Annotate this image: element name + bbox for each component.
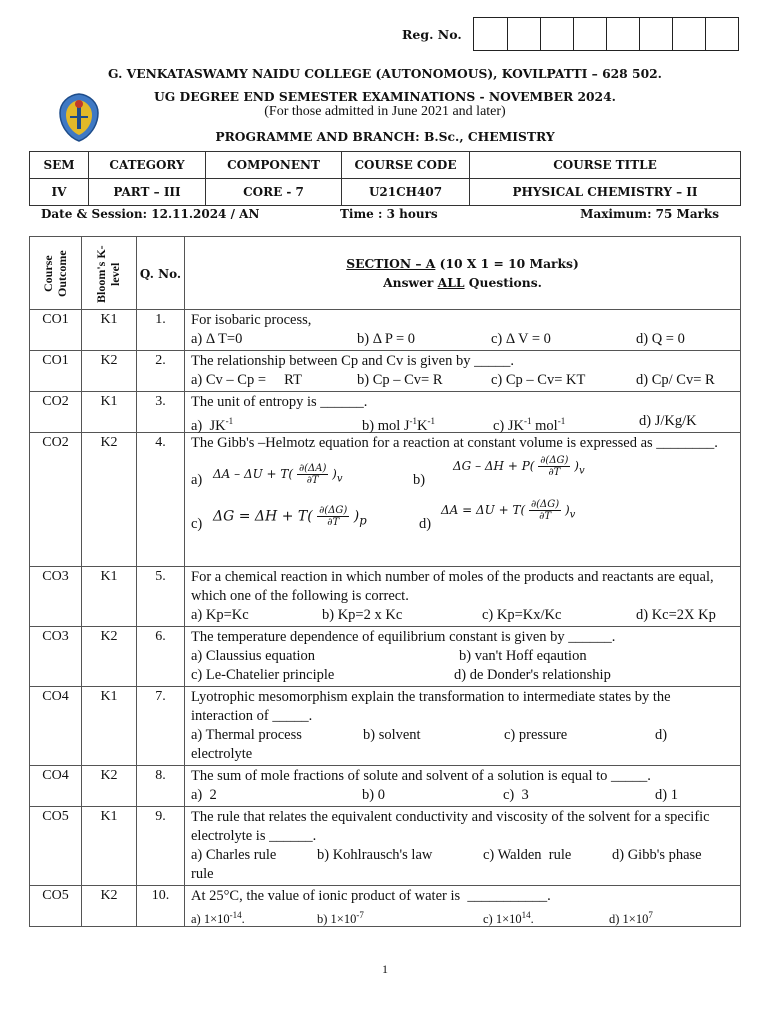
questions-table xyxy=(29,236,741,927)
option-d-continued: electrolyte xyxy=(191,746,253,762)
question-number: 9. xyxy=(137,807,185,886)
option-a: a) Claussius equation xyxy=(191,648,316,664)
reg-no-label: Reg. No. xyxy=(402,26,462,42)
question-row xyxy=(30,687,741,766)
course-outcome: CO4 xyxy=(30,766,82,807)
question-row xyxy=(30,766,741,807)
info-value: PHYSICAL CHEMISTRY – II xyxy=(470,179,741,206)
option-c: c) $JK^{-1}$ mol$^{-1}$ xyxy=(493,416,566,434)
option-d: d) de Donder's relationship xyxy=(454,667,611,683)
question-number: 7. xyxy=(137,687,185,766)
option-d: d) xyxy=(419,516,432,532)
equation-c: ΔG = ΔH + T( $\frac{\partial(\Delta G)}{\partial T}$ )$_p$ xyxy=(213,505,367,528)
question-content xyxy=(185,687,741,766)
question-text: The unit of entropy is ______. xyxy=(191,394,368,410)
question-row xyxy=(30,807,741,886)
equation-b: ΔG – ΔH + P( $\frac{\partial(\Delta G)}{\partial T}$ )$_v$ xyxy=(453,455,585,478)
options-row xyxy=(191,726,736,745)
exp-d: 7 xyxy=(648,910,653,920)
college-name: G. VENKATASWAMY NAIDU COLLEGE (AUTONOMOUS), KOVILPATTI – 628 502. xyxy=(108,66,662,81)
option-c: c) 3 xyxy=(503,787,529,803)
option-c: c) Le-Chatelier principle xyxy=(191,667,335,683)
reg-no-row xyxy=(402,17,739,51)
options-row xyxy=(191,330,736,349)
k-level: K2 xyxy=(82,766,137,807)
question-text: For isobaric process, xyxy=(191,312,312,328)
option-b: b) $1\times 10^{-7}$ xyxy=(317,910,364,927)
exp-c: 14 xyxy=(521,910,531,920)
question-content xyxy=(185,433,741,567)
options-row xyxy=(191,606,736,625)
option-a: a) Δ T=0 xyxy=(191,331,243,347)
option-c: c) Walden rule xyxy=(483,847,572,863)
date-session: Date & Session: 12.11.2024 / AN xyxy=(41,207,260,221)
equation-a: ΔA – ΔU + T( $\frac{\partial(\Delta A)}{\partial T}$ )$_v$ xyxy=(213,463,343,486)
option-c: c) pressure xyxy=(504,727,568,743)
section-name: SECTION – A xyxy=(346,256,436,271)
info-value: U21CH407 xyxy=(342,179,470,206)
question-text: The Gibb's –Helmotz equation for a reaction at constant volume is expressed as ________. xyxy=(191,435,718,451)
blooms-label: Bloom's K-level xyxy=(94,245,122,303)
option-d: d) Q = 0 xyxy=(636,331,685,347)
option-c: c) Δ V = 0 xyxy=(491,331,551,347)
section-marks: (10 X 1 = 10 Marks) xyxy=(435,256,579,271)
option-d: d) $1\times 10^7$ xyxy=(609,910,653,927)
option-d: d) xyxy=(655,727,668,743)
question-text: The relationship between Cp and Cv is given by _____. xyxy=(191,353,514,369)
option-a: a) Kp=Kc xyxy=(191,607,249,623)
option-b: b) mol $J^{-1}K^{-1}$ xyxy=(362,416,436,434)
course-outcome: CO3 xyxy=(30,567,82,627)
option-d-continued: rule xyxy=(191,866,214,882)
question-row xyxy=(30,351,741,392)
question-row xyxy=(30,310,741,351)
qno-label: Q. No. xyxy=(139,267,182,281)
k-level: K1 xyxy=(82,392,137,433)
answer-all: ALL xyxy=(437,275,465,290)
reg-box xyxy=(540,18,573,50)
info-value: IV xyxy=(30,179,89,206)
option-c: c) xyxy=(191,516,203,532)
reg-box xyxy=(705,18,738,50)
question-row xyxy=(30,392,741,433)
question-row xyxy=(30,567,741,627)
question-text: Lyotrophic mesomorphism explain the transformation to intermediate states by the interaction of _____. xyxy=(191,689,671,724)
k-level: K1 xyxy=(82,310,137,351)
info-value: CORE - 7 xyxy=(206,179,342,206)
option-c: c) Kp=Kx/Kc xyxy=(482,607,562,623)
question-content xyxy=(185,807,741,886)
info-header: COURSE TITLE xyxy=(470,152,741,179)
question-number: 5. xyxy=(137,567,185,627)
section-title xyxy=(185,254,740,273)
course-info-table xyxy=(29,151,741,206)
info-header: SEM xyxy=(30,152,89,179)
k-level: K1 xyxy=(82,567,137,627)
info-header: COMPONENT xyxy=(206,152,342,179)
options-row xyxy=(191,786,736,805)
options-row xyxy=(191,497,736,539)
question-content xyxy=(185,392,741,433)
option-b: b) xyxy=(413,472,426,488)
question-number: 4. xyxy=(137,433,185,567)
reg-box xyxy=(507,18,540,50)
question-content xyxy=(185,627,741,687)
answer-pre: Answer xyxy=(383,275,438,290)
question-content xyxy=(185,766,741,807)
option-a: a) xyxy=(191,472,203,488)
reg-no-boxes xyxy=(473,17,739,51)
question-text: At 25°C, the value of ionic product of water is ___________. xyxy=(191,888,551,904)
question-text: The rule that relates the equivalent conductivity and viscosity of the solvent for a specific electrolyte is ______. xyxy=(191,809,710,844)
option-b: b) Kohlrausch's law xyxy=(317,847,433,863)
options-row xyxy=(191,412,736,434)
question-number: 1. xyxy=(137,310,185,351)
option-a: a) $JK^{-1}$ xyxy=(191,416,234,434)
question-content xyxy=(185,351,741,392)
exam-title: UG DEGREE END SEMESTER EXAMINATIONS - NOVEMBER 2024. xyxy=(154,89,616,104)
options-row xyxy=(191,647,736,666)
option-b: b) Cp – Cv= R xyxy=(357,372,443,388)
reg-box xyxy=(474,18,507,50)
section-header xyxy=(185,237,741,310)
reg-box xyxy=(672,18,705,50)
option-a: a) Charles rule xyxy=(191,847,277,863)
option-b: b) Kp=2 x Kc xyxy=(322,607,403,623)
option-b: b) van't Hoff eqaution xyxy=(459,648,587,664)
question-row xyxy=(30,433,741,567)
question-row xyxy=(30,627,741,687)
options-row xyxy=(191,846,736,865)
question-number: 6. xyxy=(137,627,185,687)
options-row xyxy=(191,457,736,495)
option-d: d) Cp/ Cv= R xyxy=(636,372,715,388)
option-c: c) $1\times 10^{14}$. xyxy=(483,910,534,927)
exam-duration: Time : 3 hours xyxy=(340,207,438,221)
info-header: CATEGORY xyxy=(89,152,206,179)
course-outcome-header xyxy=(30,237,82,310)
option-a: a) Cv – Cp = RT xyxy=(191,372,302,388)
option-a: a) Thermal process xyxy=(191,727,302,743)
course-outcome: CO4 xyxy=(30,687,82,766)
info-header: COURSE CODE xyxy=(342,152,470,179)
k-level: K1 xyxy=(82,687,137,766)
reg-box xyxy=(573,18,606,50)
answer-post: Questions. xyxy=(464,275,542,290)
question-number: 10. xyxy=(137,886,185,927)
question-text: The temperature dependence of equilibrium constant is given by ______. xyxy=(191,629,616,645)
option-d: d) Kc=2X Kp xyxy=(636,607,716,623)
question-text: For a chemical reaction in which number of moles of the products and reactants are equal, which one of the following is correct. xyxy=(191,569,714,604)
option-c: c) Cp – Cv= KT xyxy=(491,372,586,388)
reg-box xyxy=(606,18,639,50)
exp-a: -14 xyxy=(229,910,242,920)
course-outcome: CO5 xyxy=(30,807,82,886)
k-level: K1 xyxy=(82,807,137,886)
course-outcome: CO1 xyxy=(30,351,82,392)
option-d: d) 1 xyxy=(655,787,678,803)
answer-instruction xyxy=(185,273,740,292)
k-level: K2 xyxy=(82,433,137,567)
options-row xyxy=(191,906,736,925)
question-number: 2. xyxy=(137,351,185,392)
course-outcome-label: Course Outcome xyxy=(40,250,69,298)
course-outcome: CO2 xyxy=(30,433,82,567)
options-row xyxy=(191,371,736,390)
question-text: The sum of mole fractions of solute and solvent of a solution is equal to _____. xyxy=(191,768,651,784)
page-number: 1 xyxy=(382,962,388,976)
question-number: 3. xyxy=(137,392,185,433)
admitted-note: (For those admitted in June 2021 and later) xyxy=(264,104,506,119)
option-b: b) 0 xyxy=(362,787,385,803)
info-value: PART – III xyxy=(89,179,206,206)
course-outcome: CO1 xyxy=(30,310,82,351)
qno-header xyxy=(137,237,185,310)
option-b: b) Δ P = 0 xyxy=(357,331,416,347)
k-level: K2 xyxy=(82,886,137,927)
course-outcome: CO3 xyxy=(30,627,82,687)
question-content xyxy=(185,310,741,351)
blooms-header xyxy=(82,237,137,310)
exp-b: -7 xyxy=(356,910,364,920)
course-outcome: CO2 xyxy=(30,392,82,433)
equation-d: ΔA = ΔU + T( $\frac{\partial(\Delta G)}{\partial T}$ )$_v$ xyxy=(441,499,576,522)
question-content xyxy=(185,567,741,627)
reg-box xyxy=(639,18,672,50)
question-row xyxy=(30,886,741,927)
option-d: d) J/Kg/K xyxy=(639,413,697,429)
k-level: K2 xyxy=(82,627,137,687)
option-a: a) $1\times 10^{-14}$. xyxy=(191,910,245,927)
option-d: d) Gibb's phase xyxy=(612,847,702,863)
option-a: a) 2 xyxy=(191,787,217,803)
question-content xyxy=(185,886,741,927)
option-b: b) solvent xyxy=(363,727,421,743)
maximum-marks: Maximum: 75 Marks xyxy=(580,207,719,221)
course-outcome: CO5 xyxy=(30,886,82,927)
question-number: 8. xyxy=(137,766,185,807)
k-level: K2 xyxy=(82,351,137,392)
options-row xyxy=(191,666,736,685)
programme-branch: PROGRAMME AND BRANCH: B.Sc., CHEMISTRY xyxy=(215,129,555,144)
